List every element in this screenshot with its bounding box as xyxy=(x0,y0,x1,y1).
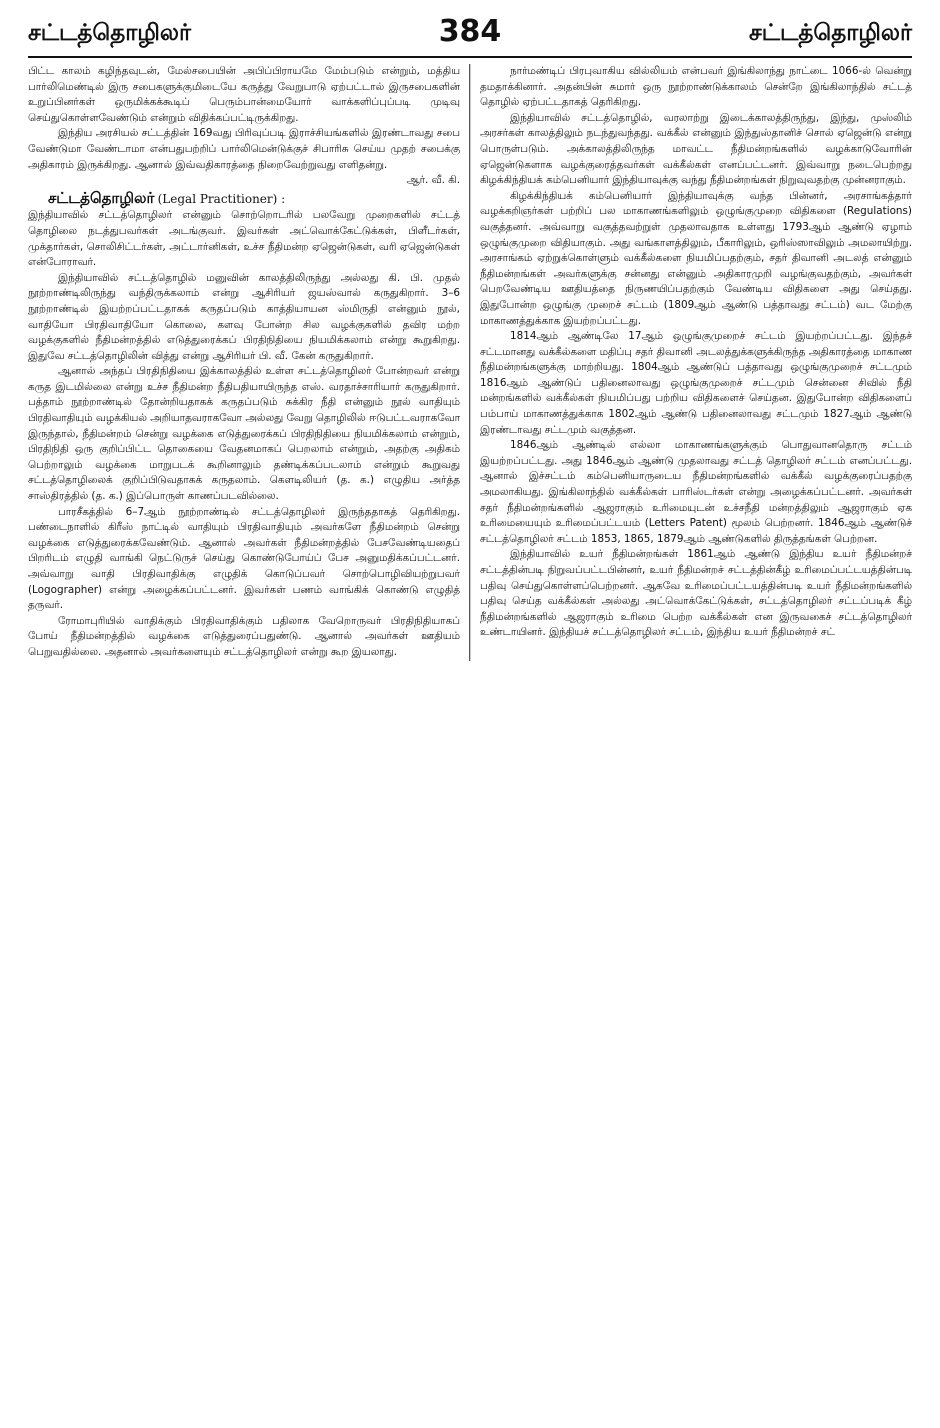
paragraph-continued: பிட்ட காலம் கழிந்தவுடன், மேல்சபையின் அபிப்பிராயமே மேம்படும் என்றும், மத்திய பார்லிமெண்டில் இரு சபைகளுக்குமிடையே கருத்து வேறுபாடு ஏற்பட்டால் இருசபைகளின் உறுப்பினர்கள் ஒருமிக்கக்கூடிப் பெரும்பான்மையோர் வாக்களிப்புப்படி முடிவு செய்துகொள்ளவேண்டும் என்றும் விதிக்கப்பட்டிருக்கிறது. xyxy=(28,65,460,124)
paragraph: நார்மண்டிப் பிரபுவாகிய வில்லியம் என்பவர் இங்கிலாந்து நாட்டை 1066-ல் வென்று தமதாக்கினார். அதன்பின் சுமார் ஒரு நூற்றாண்டுக்காலம் சென்றே இங்கிலாந்தில் சட்டத் தொழில் ஏற்பட்டதாகத் தெரிகிறது. xyxy=(480,65,912,109)
running-head-right: சட்டத்தொழிலர் xyxy=(749,20,912,46)
paragraph: ஆனால் அந்தப் பிரதிநிதியை இக்காலத்தில் உள்ள சட்டத்தொழிலர் போன்றவர் என்று கருத இடமில்லை என்று உச்ச நீதிமன்ற நீதிபதியாயிருந்த எஸ். வரதாச்சாரியார் கருதுகிறார். பத்தாம் நூற்றாண்டில் தோன்றியதாகக் கருதப்படும் சுக்கிர நீதி என்னும் நூல் வாதியும் பிரதிவாதியும் வழக்கியல் அறியாதவராகவோ அல்லது வேறு தொழிலில் ஈடுபட்டவராகவோ இருந்தால், நீதிமன்றம் சென்று வழக்கை எடுத்துரைக்கப் பிரதிநிதியை நியமிக்கலாம் என்றும், பிரதிநிதி ஒரு குறிப்பிட்ட தொகையை வேதனமாகப் பெறலாம் என்றும், அதற்கு அதிகம் பெற்றாலும் வழக்கை மாறுபடக் கூறினாலும் தண்டிக்கப்படலாம் என்றும் கூறுவது சட்டத்தொழிலைக் குறிப்பிடுவதாகக் கருதலாம். கௌடிலியர் (த. க.) எழுதிய அர்த்த சாஸ்திரத்தில் (த. க.) இப்பொருள் காணப்படவில்லை. xyxy=(28,365,460,503)
right-column xyxy=(480,64,912,661)
paragraph: 1814ஆம் ஆண்டிலே 17ஆம் ஒழுங்குமுறைச் சட்டம் இயற்றப்பட்டது. இந்தச் சட்டமானது வக்கீல்களை மதிப்பு சதர் திவானி அடலத்துக்களுக்கிருந்த அதிகாரத்தை மாகாண நீதிமன்றங்களுக்கு மாற்றியது. 1804ஆம் ஆண்டுப் பத்தாவது ஒழுங்குமுறைச் சட்டமும் 1816ஆம் ஆண்டுப் பதினைலாவது ஒழுங்குமுறைச் சட்டமும் சென்னை சிவில் நீதி மன்றங்களில் வக்கீல்கள் நியமிப்பது பற்றிய விதிகளைச் செய்தன. இதுபோன்ற விதிகளைப் பம்பாய் மாகாணத்துக்காக 1802ஆம் ஆண்டு பதினைலாவது சட்டமும் 1827ஆம் ஆண்டு இரண்டாவது சட்டமும் வகுத்தன. xyxy=(480,330,912,436)
paragraph: கிழக்கிந்தியக் கம்பெனியார் இந்தியாவுக்கு வந்த பின்னர், அரசாங்கத்தார் வழக்கறிஞர்கள் பற்றிப் பல மாகாணங்களிலும் ஒழுங்குமுறை விதிகளை (Regulations) வகுத்தனர். அவ்வாறு வகுத்தவற்றுள் முதலாவதாக உள்ளது 1793ஆம் ஆண்டு ஏழாம் ஒழுங்குமுறை விதியாகும். அது வங்காளத்திலும், பீகாரிலும், ஒரிஸ்ஸாவிலும் அமலாயிற்று. அரசாங்கம் ஏற்றுக்கொள்ளும் வக்கீல்களை நியமிப்பதற்கும், சதர் திவானி அடலத் என்னும் நீதிமன்றங்கள் அவர்களுக்கு சன்னது என்னும் அதிகாரமுறி வழங்குவதற்கும், அவர்கள் பெறவேண்டிய ஊதியத்தை நிருணயிப்பதற்கும் வேண்டிய விதிகளை அது செய்தது. இதுபோன்ற ஒழுங்கு முறைச் சட்டம் (1809ஆம் ஆண்டு பத்தாவது சட்டம்) வட மேற்கு மாகாணத்துக்காக இயற்றப்பட்டது. xyxy=(480,189,912,327)
paragraph: இந்திய அரசியல் சட்டத்தின் 169வது பிரிவுப்படி இராச்சியங்களில் இரண்டாவது சபை வேண்டுமா வேண்டாமா என்பதுபற்றிப் பார்லிமென்டுக்குச் சிபாரிசு செய்ய முதற் சபைக்கு அதிகாரம் இருக்கிறது. ஆனால் இவ்வதிகாரத்தை நிறைவேற்றுவது எளிதன்று. xyxy=(28,127,460,171)
paragraph: இந்தியாவில் சட்டத்தொழில் மனுவின் காலத்திலிருந்து அல்லது கி. பி. முதல் நூற்றாண்டிலிருந்து வந்திருக்கலாம் என்று ஆசிரியர் ஜயஸ்வால் கருதுகிறார். 3–6 நூற்றாண்டில் இயற்றப்பட்டதாகக் கருதப்படும் காத்தியாயன ஸ்மிருதி என்னும் நூல், வாதியோ பிரதிவாதியோ கொலை, களவு போன்ற சில வழக்குகளில் தவிர மற்ற வழக்குகளில் நீதிமன்றத்தில் எடுத்துரைக்கப் பிரதிநிதியை நியமிக்கலாம் என்று கூறுகிறது. இதுவே சட்டத்தொழிலின் வித்து என்று ஆசிரியர் பி. வீ. கேன் கருதுகிறார். xyxy=(28,271,460,362)
two-column-body xyxy=(28,64,912,661)
running-head-left: சட்டத்தொழிலர் xyxy=(28,20,191,46)
paragraph: இந்தியாவில் உயர் நீதிமன்றங்கள் 1861ஆம் ஆண்டு இந்திய உயர் நீதிமன்றச் சட்டத்தின்படி நிறுவப்பட்டபின்னர், உயர் நீதிமன்றச் சட்டத்தின்கீழ் உரிமைப்பட்டயத்தின்படி பதிவு செய்துகொள்ளப்பெற்றனர். ஆகவே உரிமைப்பட்டயத்தின்படி உயர் நீதிமன்றங்களில் பதிவு செய்த வக்கீல்கள் அல்லது அட்வொக்கேட்டுக்கள், சட்டத்தொழிலர் சட்டப்படிக் கீழ் நீதிமன்றங்களில் ஆஜராகும் உரிமை பெற்ற வக்கீல்கள் என இருவகைச் சட்டத்தொழிலர் உண்டாயினர். இந்தியச் சட்டத்தொழிலர் சட்டம், இந்திய உயர் நீதிமன்றச் சட் xyxy=(480,548,912,639)
left-column xyxy=(28,64,460,661)
paragraph: பாரசீகத்தில் 6–7ஆம் நூற்றாண்டில் சட்டத்தொழிலர் இருந்ததாகத் தெரிகிறது. பண்டைநாளில் கிரீஸ் நாட்டில் வாதியும் பிரதிவாதியும் அவர்களே நீதிமன்றம் சென்று வழக்கை எடுத்துரைக்கவேண்டும். ஆனால் அவர்கள் நீதிமன்றத்தில் பேசவேண்டியதைப் பிறரிடம் எழுதி வாங்கி நெட்டுருச் செய்து கொண்டுபோய்ப் பேச அனுமதிக்கப்பட்டனர். அவ்வாறு வாதி பிரதிவாதிக்கு எழுதிக் கொடுப்பவர் சொற்பொழிவியற்றுபவர் (Logographer) என்று அழைக்கப்பட்டனர். இவர்கள் பணம் வாங்கிக் கொண்டு எழுதித் தருவர். xyxy=(28,505,460,612)
entry-heading xyxy=(28,188,460,209)
paragraph: இந்தியாவில் சட்டத்தொழிலர் என்னும் சொற்றொடரில் பலவேறு முறைகளில் சட்டத் தொழிலை நடத்துபவர்கள் அடங்குவர். இவர்கள் அட்வொக்கேட்டுக்கள், பிளீடர்கள், முக்தார்கள், சொலிசிட்டர்கள், அட்டார்னிகள், உச்ச நீதிமன்ற ஏஜென்டுகள், வரி ஏஜென்டுகள் என்போராவர். xyxy=(28,209,460,269)
entry-latin-term: (Legal Practitioner) : xyxy=(157,191,286,206)
entry-headword: சட்டத்தொழிலர் xyxy=(48,188,155,207)
page-header xyxy=(28,14,912,56)
paragraph: இந்தியாவில் சட்டத்தொழில், வரலாற்று இடைக்காலத்திருந்து, இந்து, முஸ்லிம் அரசர்கள் காலத்திலும் நடந்துவந்தது. வக்கீல் என்னும் இந்துஸ்தானிச் சொல் ஏஜென்டு என்று பொருள்படும். அக்காலத்திலிருந்த மாவட்ட நீதிமன்றங்களில் வழக்காடுவோரின் ஏஜென்டுகளாக வழக்குரைத்தவர்கள் வக்கீல்கள் எனப்பட்டனர். இவ்வாறு நடைபெற்றது கிழக்கிந்தியக் கம்பெனியார் இந்தியாவுக்கு வந்து நீதிமன்றங்கள் நிறுவுவதற்கு முன்னராகும். xyxy=(480,111,912,187)
author-signature: ஆர். வீ. கி. xyxy=(406,174,460,187)
paragraph: ரோமாபுரியில் வாதிக்கும் பிரதிவாதிக்கும் பதிலாக வேறொருவர் பிரதிநிதியாகப் போய் நீதிமன்றத்தில் வழக்கை எடுத்துரைப்பதுண்டு. ஆனால் அவர்கள் ஊதியம் பெறுவதில்லை. அதனால் அவர்களையும் சட்டத்தொழிலர் என்று கூற இயலாது. xyxy=(28,614,460,658)
header-rule xyxy=(28,56,912,58)
page-number: 384 xyxy=(438,14,502,49)
paragraph: 1846ஆம் ஆண்டில் எல்லா மாகாணங்களுக்கும் பொதுவானதொரு சட்டம் இயற்றப்பட்டது. அது 1846ஆம் ஆண்டு முதலாவது சட்டத் தொழிலர் சட்டம் எனப்பட்டது. ஆனால் இச்சட்டம் கம்பெனியாருடைய நீதிமன்றங்களில் வக்கீல் வழக்குரைப்பதற்கு அமலாகியது. இங்கிலாந்தில் வக்கீல்கள் பாரிஸ்டர்கள் என்று அழைக்கப்பட்டனர். அவர்கள் சதர் நீதிமன்றங்களில் ஆஜராகும் உரிமையுடன் உச்சநீதி மன்றத்திலும் ஆஜராகும் ஏக உரிமையையும் உரிமைப்பட்டயம் (Letters Patent) மூலம் பெற்றனர். 1846ஆம் ஆண்டுச் சட்டத்தொழிலர் சட்டம் 1853, 1865, 1879ஆம் ஆண்டுகளில் திருத்தங்கள் பெற்றன. xyxy=(480,439,912,545)
